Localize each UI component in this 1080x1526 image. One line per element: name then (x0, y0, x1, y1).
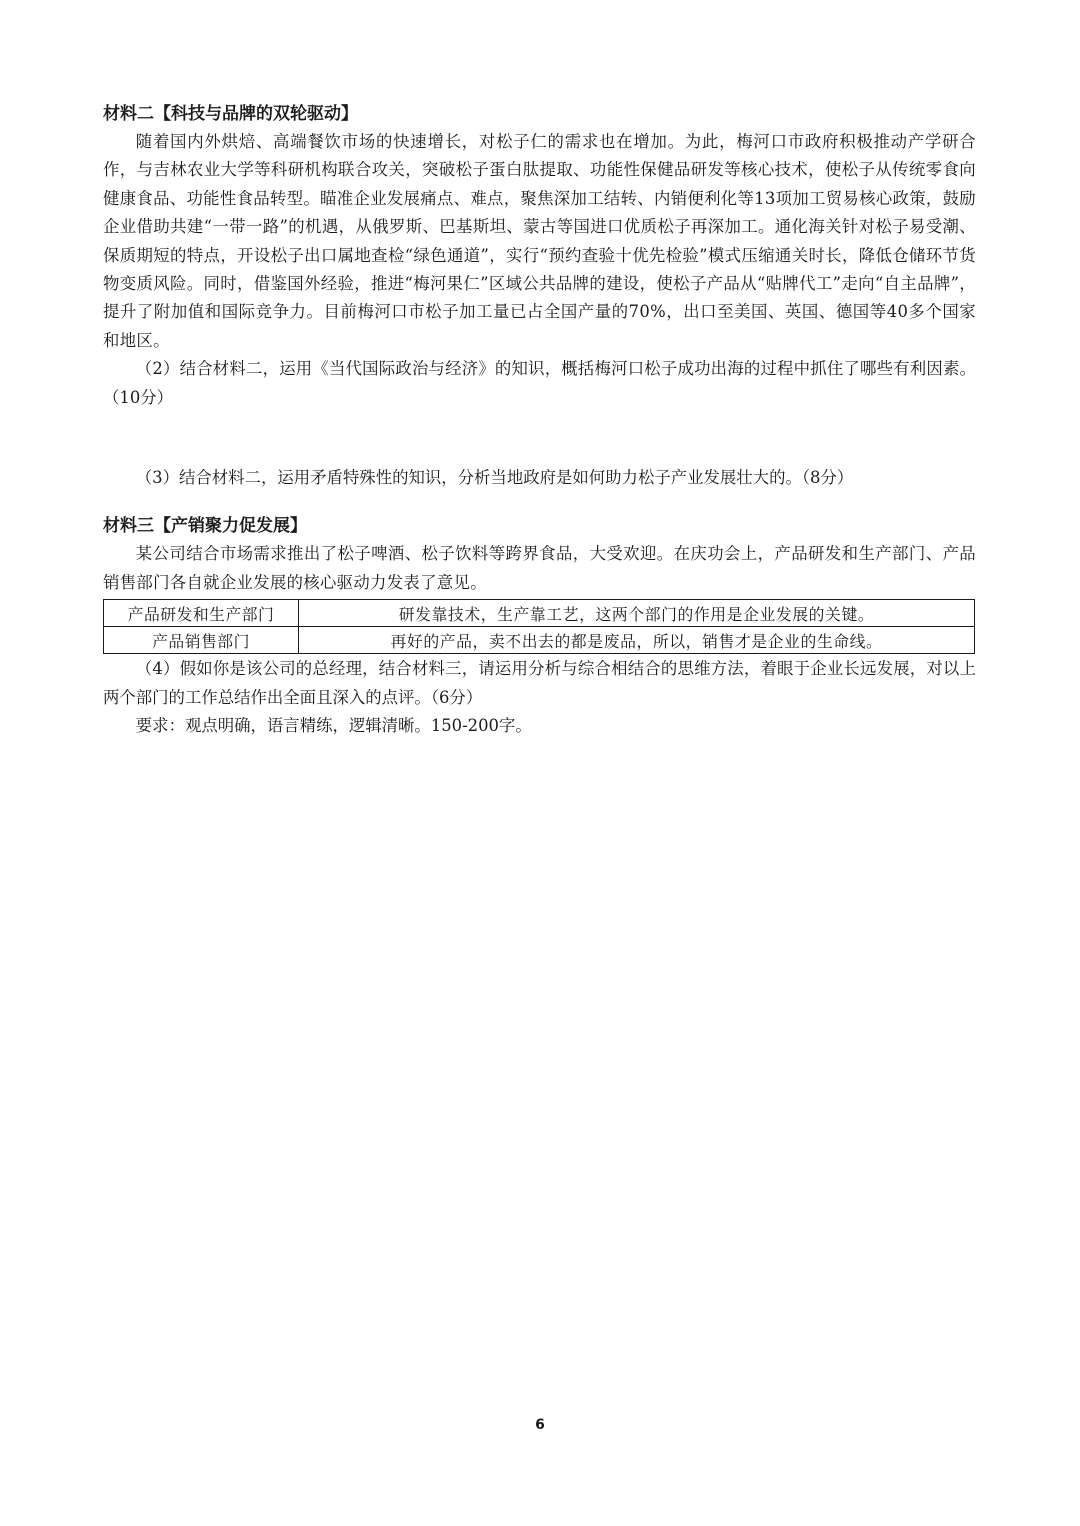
question-3: （3）结合材料二，运用矛盾特殊性的知识，分析当地政府是如何助力松子产业发展壮大的。（8分） (135, 468, 854, 488)
table-row (104, 600, 975, 627)
question-2: （2）结合材料二，运用《当代国际政治与经济》的知识，概括梅河口松子成功出海的过程中抓住了哪些有利因素。（10分） (103, 359, 976, 407)
material2-heading: 材料二【科技与品牌的双轮驱动】 (103, 104, 358, 124)
answer-space-q2 (103, 412, 976, 464)
page-number: 6 (535, 1417, 545, 1433)
opinion-cell: 研发靠技术，生产靠工艺，这两个部门的作用是企业发展的关键。 (299, 600, 975, 627)
answer-space-q3 (103, 492, 976, 512)
department-opinions-table (103, 599, 975, 654)
page-content (103, 100, 976, 741)
opinion-cell: 再好的产品，卖不出去的都是废品，所以，销售才是企业的生命线。 (299, 627, 975, 654)
table-row (104, 627, 975, 654)
department-cell: 产品销售部门 (104, 627, 299, 654)
question-4: （4）假如你是该公司的总经理，结合材料三，请运用分析与综合相结合的思维方法，着眼于企业长远发展，对以上两个部门的工作总结作出全面且深入的点评。（6分） (103, 659, 976, 707)
material2-paragraph: 随着国内外烘焙、高端餐饮市场的快速增长，对松子仁的需求也在增加。为此，梅河口市政府积极推动产学研合作，与吉林农业大学等科研机构联合攻关，突破松子蛋白肽提取、功能性保健品研发等核心技术，使松子从传统零食向健康食品、功能性食品转型。瞄准企业发展痛点、难点，聚焦深加工结转、内销便利化等13项加工贸易核心政策，鼓励企业借助共建“一带一路”的机遇，从俄罗斯、巴基斯坦、蒙古等国进口优质松子再深加工。通化海关针对松子易受潮、保质期短的特点，开设松子出口属地查检“绿色通道”，实行“预约查验十优先检验”模式压缩通关时长，降低仓储环节货物变质风险。同时，借鉴国外经验，推进“梅河果仁”区域公共品牌的建设，使松子产品从“贴牌代工”走向“自主品牌”，提升了附加值和国际竞争力。目前梅河口市松子加工量已占全国产量的70%，出口至美国、英国、德国等40多个国家和地区。 (103, 132, 976, 350)
department-cell: 产品研发和生产部门 (104, 600, 299, 627)
material3-heading: 材料三【产销聚力促发展】 (103, 516, 307, 537)
material3-paragraph: 某公司结合市场需求推出了松子啤酒、松子饮料等跨界食品，大受欢迎。在庆功会上，产品研发和生产部门、产品销售部门各自就企业发展的核心驱动力发表了意见。 (103, 544, 976, 592)
answer-requirement: 要求：观点明确，语言精练，逻辑清晰。150-200字。 (135, 716, 532, 736)
